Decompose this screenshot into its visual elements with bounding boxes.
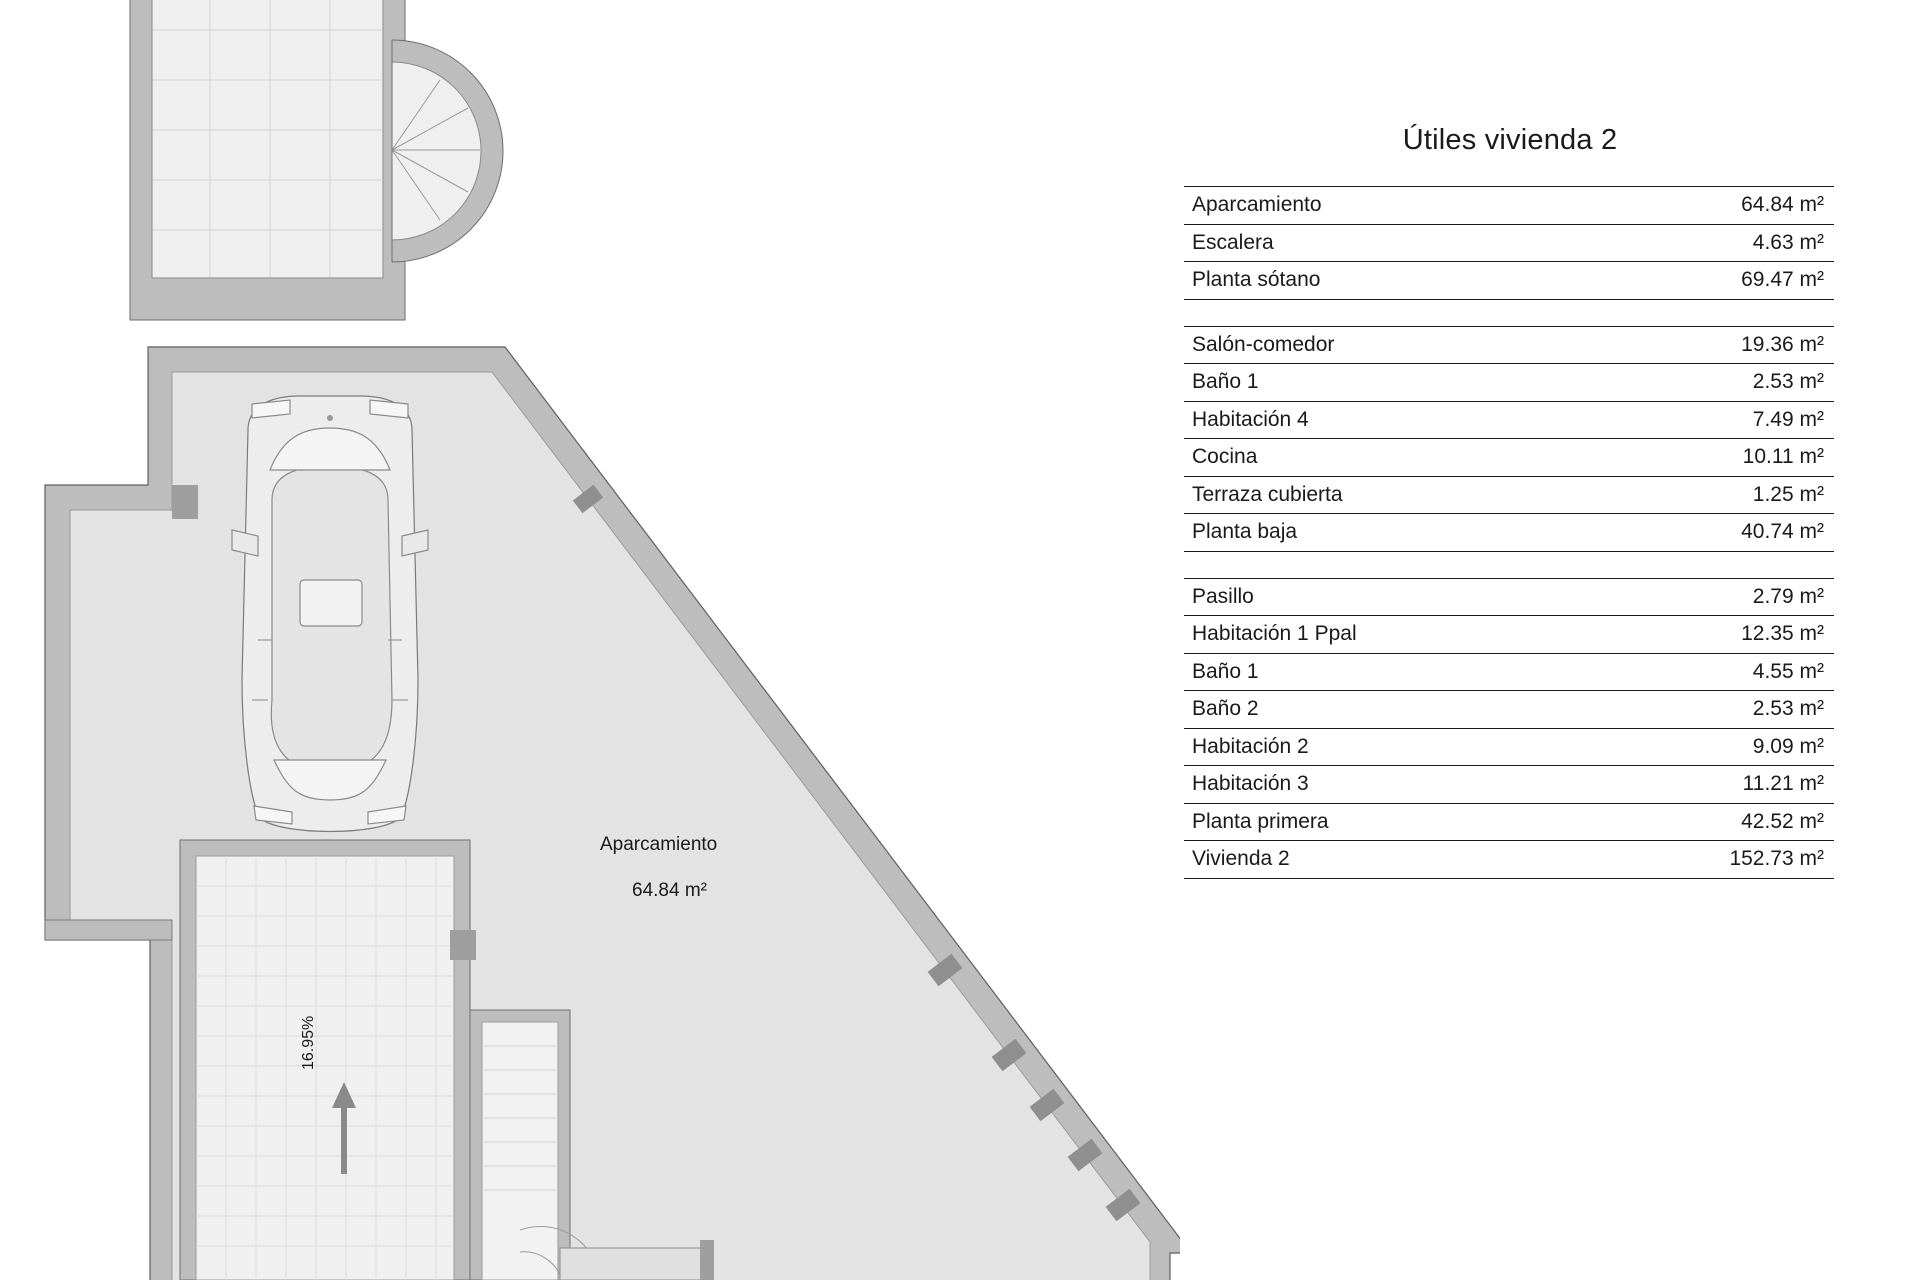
row-label: Escalera <box>1184 224 1579 262</box>
row-value: 10.11 m² <box>1579 439 1834 477</box>
row-value: 9.09 m² <box>1579 728 1834 766</box>
table-row <box>1184 262 1834 300</box>
row-label: Habitación 2 <box>1184 728 1579 766</box>
area-schedule-table <box>1184 186 1834 879</box>
row-value: 69.47 m² <box>1579 262 1834 300</box>
row-value: 1.25 m² <box>1579 476 1834 514</box>
row-label: Baño 1 <box>1184 364 1579 402</box>
row-label: Baño 1 <box>1184 653 1579 691</box>
row-label: Vivienda 2 <box>1184 841 1579 879</box>
row-label: Planta baja <box>1184 514 1579 552</box>
group-spacer <box>1184 299 1834 326</box>
group-spacer <box>1184 551 1834 578</box>
row-value: 64.84 m² <box>1579 187 1834 224</box>
table-row <box>1184 364 1834 402</box>
car-symbol <box>232 396 428 832</box>
table-row <box>1184 728 1834 766</box>
table-row <box>1184 578 1834 616</box>
row-label: Aparcamiento <box>1184 187 1579 224</box>
table-row <box>1184 326 1834 364</box>
row-value: 11.21 m² <box>1579 766 1834 804</box>
table-row <box>1184 439 1834 477</box>
row-label: Planta sótano <box>1184 262 1579 300</box>
table-row <box>1184 691 1834 729</box>
row-value: 2.53 m² <box>1579 364 1834 402</box>
row-value: 19.36 m² <box>1579 326 1834 364</box>
row-value: 152.73 m² <box>1579 841 1834 879</box>
row-value: 42.52 m² <box>1579 803 1834 841</box>
table-row <box>1184 616 1834 654</box>
table-row <box>1184 803 1834 841</box>
table-row <box>1184 224 1834 262</box>
row-value: 4.63 m² <box>1579 224 1834 262</box>
row-label: Salón-comedor <box>1184 326 1579 364</box>
area-schedule-panel <box>1180 0 1920 1280</box>
table-row-total <box>1184 841 1834 879</box>
table-row <box>1184 401 1834 439</box>
row-value: 12.35 m² <box>1579 616 1834 654</box>
upper-left-structure <box>130 0 503 320</box>
row-label: Pasillo <box>1184 578 1579 616</box>
row-value: 4.55 m² <box>1579 653 1834 691</box>
row-label: Planta primera <box>1184 803 1579 841</box>
ramp <box>180 840 476 1280</box>
table-row <box>1184 766 1834 804</box>
row-value: 2.53 m² <box>1579 691 1834 729</box>
row-label: Habitación 3 <box>1184 766 1579 804</box>
table-title: Útiles vivienda 2 <box>1402 124 1618 156</box>
row-label: Habitación 4 <box>1184 401 1579 439</box>
parking-area-value: 64.84 m² <box>632 880 707 901</box>
ramp-slope-label: 16.95% <box>300 1015 317 1070</box>
row-label: Baño 2 <box>1184 691 1579 729</box>
row-label: Terraza cubierta <box>1184 476 1579 514</box>
row-label: Habitación 1 Ppal <box>1184 616 1579 654</box>
row-value: 40.74 m² <box>1579 514 1834 552</box>
row-value: 7.49 m² <box>1579 401 1834 439</box>
table-row <box>1184 653 1834 691</box>
row-value: 2.79 m² <box>1579 578 1834 616</box>
parking-area-label: Aparcamiento <box>600 834 718 855</box>
table-row <box>1184 514 1834 552</box>
table-row <box>1184 476 1834 514</box>
table-row <box>1184 187 1834 224</box>
row-label: Cocina <box>1184 439 1579 477</box>
